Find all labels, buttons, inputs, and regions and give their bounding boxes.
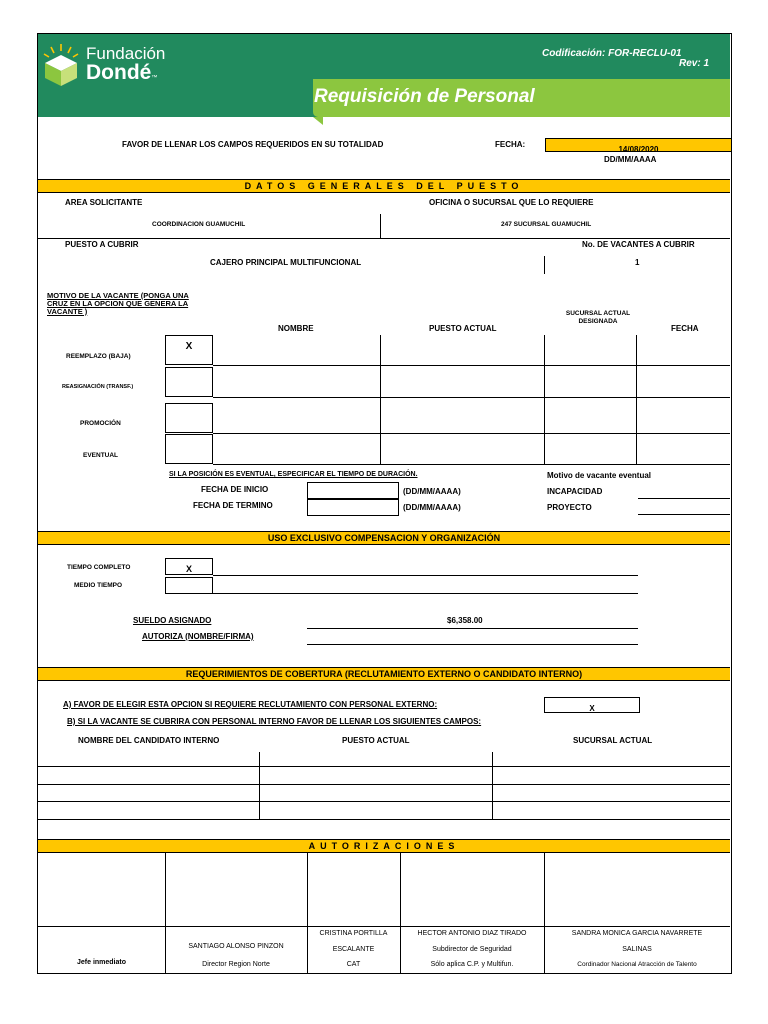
signer-name-2: ESCALANTE bbox=[332, 946, 375, 953]
signer-role: Cordinador Nacional Atracción de Talento bbox=[577, 961, 697, 968]
eventual-note: SI LA POSICIÓN ES EVENTUAL, ESPECIFICAR EL TIEMPO DE DURACIÓN. bbox=[169, 471, 418, 478]
area-value[interactable]: COORDINACION GUAMUCHIL bbox=[152, 221, 246, 228]
col-fecha: FECHA bbox=[671, 324, 699, 333]
grid-line bbox=[259, 752, 260, 819]
grid-line bbox=[492, 752, 493, 819]
divider bbox=[544, 256, 545, 274]
fecha-inicio-label: FECHA DE INICIO bbox=[201, 485, 269, 494]
signer-name: CRISTINA PORTILLA bbox=[319, 930, 388, 937]
col-candidato: NOMBRE DEL CANDIDATO INTERNO bbox=[78, 736, 220, 745]
grid-line bbox=[38, 766, 730, 767]
col-puesto-actual: PUESTO ACTUAL bbox=[429, 324, 497, 333]
medio-tiempo-checkbox[interactable] bbox=[165, 577, 213, 594]
grid-line bbox=[213, 464, 730, 465]
autoriza-label: AUTORIZA (NOMBRE/FIRMA) bbox=[142, 632, 254, 641]
grid-line bbox=[213, 433, 730, 434]
option-reasignacion-label: REASIGNACIÓN (TRANSF.) bbox=[62, 384, 134, 390]
motivo-eventual-label: Motivo de vacante eventual bbox=[547, 471, 652, 480]
compensacion-header: USO EXCLUSIVO COMPENSACION Y ORGANIZACIÓN bbox=[38, 531, 730, 545]
grid-line bbox=[38, 801, 730, 802]
area-label: AREA SOLICITANTE bbox=[65, 198, 143, 207]
signer-name: SANTIAGO ALONSO PINZON bbox=[188, 943, 284, 950]
signer-role: Director Region Norte bbox=[202, 961, 270, 968]
fecha-value: 14/08/2020 bbox=[618, 145, 659, 154]
fecha-field[interactable] bbox=[545, 138, 732, 152]
puesto-value[interactable]: CAJERO PRINCIPAL MULTIFUNCIONAL bbox=[210, 258, 362, 267]
proyecto-field[interactable] bbox=[638, 514, 730, 515]
autoriza-line[interactable] bbox=[307, 644, 638, 645]
tiempo-completo-label: TIEMPO COMPLETO bbox=[67, 564, 131, 571]
incapacidad-label: INCAPACIDAD bbox=[547, 487, 603, 496]
tiempo-completo-mark: X bbox=[185, 564, 192, 574]
option-eventual-checkbox[interactable] bbox=[165, 434, 213, 464]
oficina-value[interactable]: 247 SUCURSAL GUAMUCHIL bbox=[501, 221, 592, 228]
option-reemplazo-checkbox[interactable] bbox=[165, 335, 213, 365]
signer-role: Sólo aplica C.P. y Multifun. bbox=[430, 961, 514, 968]
fecha-termino-label: FECHA DE TERMINO bbox=[193, 501, 273, 510]
signer-cat[interactable] bbox=[307, 929, 400, 973]
fecha-termino-format: (DD/MM/AAAA) bbox=[403, 503, 461, 512]
requisition-form bbox=[37, 33, 732, 974]
tiempo-completo-checkbox[interactable] bbox=[165, 558, 213, 575]
trademark: ™ bbox=[151, 75, 158, 81]
signer-jefe[interactable] bbox=[38, 929, 165, 973]
signer-name-2: SALINAS bbox=[622, 946, 652, 953]
signer-name: SANDRA MONICA GARCIA NAVARRETE bbox=[571, 930, 703, 937]
foundation-logo bbox=[42, 43, 80, 87]
vacantes-value[interactable]: 1 bbox=[635, 258, 640, 267]
option-promocion-label: PROMOCIÓN bbox=[80, 420, 121, 427]
datos-generales-header: DATOS GENERALES DEL PUESTO bbox=[38, 179, 730, 193]
incapacidad-field[interactable] bbox=[638, 498, 730, 499]
grid-line bbox=[38, 784, 730, 785]
option-eventual-label: EVENTUAL bbox=[83, 452, 119, 459]
instruction-text: FAVOR DE LLENAR LOS CAMPOS REQUERIDOS EN SU TOTALIDAD bbox=[122, 140, 384, 149]
grid-line bbox=[636, 335, 637, 464]
option-reasignacion-checkbox[interactable] bbox=[165, 367, 213, 397]
col-sucursal-actual: SUCURSAL ACTUAL bbox=[573, 736, 653, 745]
fecha-inicio-format: (DD/MM/AAAA) bbox=[403, 487, 461, 496]
option-reemplazo-mark: X bbox=[185, 341, 193, 352]
divider bbox=[380, 214, 381, 238]
form-header bbox=[38, 34, 730, 117]
signer-role: Jefe inmediato bbox=[76, 959, 126, 966]
oficina-label: OFICINA O SUCURSAL QUE LO REQUIERE bbox=[429, 198, 594, 207]
grid-line bbox=[380, 335, 381, 464]
option-a-mark: X bbox=[589, 704, 595, 713]
fecha-label: FECHA: bbox=[495, 140, 526, 149]
tiempo-completo-line bbox=[213, 575, 638, 576]
cube-logo-icon bbox=[42, 43, 80, 87]
org-name-line2: Dondé bbox=[86, 61, 152, 84]
title-ribbon-tail bbox=[313, 117, 323, 125]
sueldo-line bbox=[307, 628, 638, 629]
autorizaciones-header: AUTORIZACIONES bbox=[38, 839, 730, 853]
signer-atraccion[interactable] bbox=[544, 929, 730, 973]
grid-line bbox=[38, 819, 730, 820]
divider bbox=[38, 238, 730, 239]
fecha-termino-field[interactable] bbox=[307, 499, 399, 516]
motivo-title: MOTIVO DE LA VACANTE (PONGA UNA CRUZ EN LA OPCION QUE GENERA LA VACANTE ) bbox=[47, 291, 189, 316]
proyecto-label: PROYECTO bbox=[547, 503, 592, 512]
option-a-checkbox[interactable] bbox=[544, 697, 640, 713]
sueldo-value[interactable]: $6,358.00 bbox=[447, 616, 483, 625]
grid-line bbox=[544, 335, 545, 464]
col-puesto-actual-b: PUESTO ACTUAL bbox=[342, 736, 410, 745]
option-reemplazo-label: REEMPLAZO (BAJA) bbox=[66, 353, 131, 360]
vacantes-label: No. DE VACANTES A CUBRIR bbox=[582, 240, 695, 249]
signer-role: CAT bbox=[346, 961, 361, 968]
signer-name: HECTOR ANTONIO DIAZ TIRADO bbox=[417, 930, 527, 937]
fecha-inicio-field[interactable] bbox=[307, 482, 399, 499]
col-nombre: NOMBRE bbox=[278, 324, 314, 333]
cobertura-header: REQUERIMIENTOS DE COBERTURA (RECLUTAMIENTO EXTERNO O CANDIDATO INTERNO) bbox=[38, 667, 730, 681]
medio-tiempo-label: MEDIO TIEMPO bbox=[74, 582, 123, 589]
option-promocion-checkbox[interactable] bbox=[165, 403, 213, 433]
option-b-text: B) SI LA VACANTE SE CUBRIRA CON PERSONAL INTERNO FAVOR DE LLENAR LOS SIGUIENTES CAMPOS: bbox=[67, 717, 482, 726]
grid-line bbox=[213, 365, 730, 366]
org-name-line1: Fundación bbox=[86, 44, 166, 63]
grid-line bbox=[213, 397, 730, 398]
fecha-format: DD/MM/AAAA bbox=[604, 155, 657, 164]
page-title: Requisición de Personal bbox=[314, 86, 535, 107]
form-revision: Rev: 1 bbox=[679, 58, 710, 69]
grid-line bbox=[38, 926, 730, 927]
medio-tiempo-line bbox=[213, 593, 638, 594]
col-sucursal-designada: SUCURSAL ACTUAL DESIGNADA bbox=[565, 310, 631, 325]
signer-director[interactable] bbox=[165, 929, 307, 973]
sueldo-label: SUELDO ASIGNADO bbox=[133, 616, 212, 625]
option-a-text: A) FAVOR DE ELEGIR ESTA OPCION SI REQUIERE RECLUTAMIENTO CON PERSONAL EXTERNO: bbox=[63, 700, 438, 709]
puesto-label: PUESTO A CUBRIR bbox=[65, 240, 139, 249]
form-code: Codificación: FOR-RECLU-01 bbox=[542, 48, 682, 59]
signer-seguridad[interactable] bbox=[400, 929, 544, 973]
org-name bbox=[86, 45, 165, 88]
signer-name-2: Subdirector de Seguridad bbox=[432, 946, 512, 953]
